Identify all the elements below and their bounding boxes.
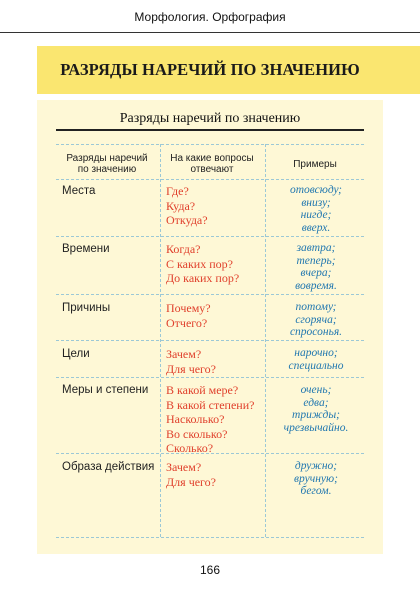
example: внизу; (301, 196, 331, 209)
question: До каких пор? (166, 271, 240, 285)
row-2-examples (268, 242, 364, 292)
row-2-questions (166, 242, 239, 286)
example: вручную; (294, 472, 338, 485)
example: потому; (295, 301, 337, 313)
grid-line-col-1 (160, 144, 161, 537)
question: Зачем? (166, 460, 202, 474)
example: сгоряча; (295, 313, 337, 326)
column-header-category (56, 150, 158, 178)
row-2-category: Времени (62, 243, 110, 255)
row-5-questions (166, 383, 254, 456)
column-header-questions-line-2: отвечают (190, 164, 234, 175)
example: чрезвычайно. (283, 421, 349, 434)
example: специально (288, 359, 344, 372)
column-header-questions-line-1: На какие вопросы (170, 153, 254, 164)
column-header-examples: Примеры (293, 158, 337, 170)
row-1-questions (166, 184, 208, 228)
row-6-questions (166, 460, 216, 489)
example: дружно; (294, 460, 338, 472)
grid-line-row-4 (56, 377, 364, 378)
example: нарочно; (294, 347, 338, 359)
header-rule (0, 32, 420, 33)
row-4-questions (166, 347, 216, 376)
example: нигде; (300, 209, 332, 221)
question: Сколько? (166, 441, 214, 455)
row-3-questions (166, 301, 211, 330)
example: отовсюду; (289, 184, 343, 196)
running-header: Морфология. Орфография (134, 10, 286, 24)
example: вверх. (301, 221, 331, 234)
example: едва; (303, 396, 329, 409)
row-1-examples (268, 184, 364, 234)
question: Где? (166, 184, 189, 198)
grid-line-top (56, 144, 364, 145)
row-4-examples (268, 347, 364, 372)
row-3-examples (268, 301, 364, 339)
page-title: РАЗРЯДЫ НАРЕЧИЙ ПО ЗНАЧЕНИЮ (60, 60, 360, 79)
example: спросонья. (289, 326, 343, 338)
table-title: Разряды наречий по значению (119, 111, 301, 126)
table-title-rule (56, 129, 364, 131)
column-header-category-line-2: по значению (77, 164, 137, 175)
question: Насколько? (166, 412, 225, 426)
question: Отчего? (166, 315, 208, 330)
row-3-category: Причины (62, 302, 111, 314)
question: Когда? (166, 242, 201, 256)
row-6-examples (268, 460, 364, 498)
example: вовремя. (295, 279, 337, 292)
question: С каких пор? (166, 256, 233, 271)
grid-line-row-3 (56, 340, 364, 341)
question: Откуда? (166, 213, 208, 227)
row-1-category: Места (62, 185, 96, 197)
column-header-questions (160, 150, 264, 178)
example: трижды; (292, 409, 340, 421)
example: очень; (300, 384, 332, 396)
grid-line-bottom (56, 537, 364, 538)
column-header-category-line-1: Разряды наречий (66, 153, 148, 164)
example: завтра; (296, 242, 336, 254)
grid-line-col-2 (265, 144, 266, 537)
question: Куда? (166, 198, 196, 213)
question: Зачем? (166, 347, 202, 361)
example: бегом. (300, 485, 332, 497)
grid-line-row-2 (56, 294, 364, 295)
question: Почему? (166, 301, 211, 315)
grid-line-row-1 (56, 236, 364, 237)
grid-line-header (56, 179, 364, 180)
question: В какой мере? (166, 383, 239, 397)
page-number: 166 (199, 563, 221, 577)
row-6-category: Образа действия (62, 461, 155, 473)
question: В какой степени? (166, 397, 255, 412)
example: вчера; (300, 267, 332, 279)
row-4-category: Цели (62, 348, 90, 360)
row-5-category: Меры и степени (62, 384, 149, 396)
example: теперь; (296, 254, 336, 267)
question: Во сколько? (166, 426, 228, 441)
question: Для чего? (166, 474, 217, 489)
question: Для чего? (166, 361, 217, 376)
row-5-examples (268, 384, 364, 434)
